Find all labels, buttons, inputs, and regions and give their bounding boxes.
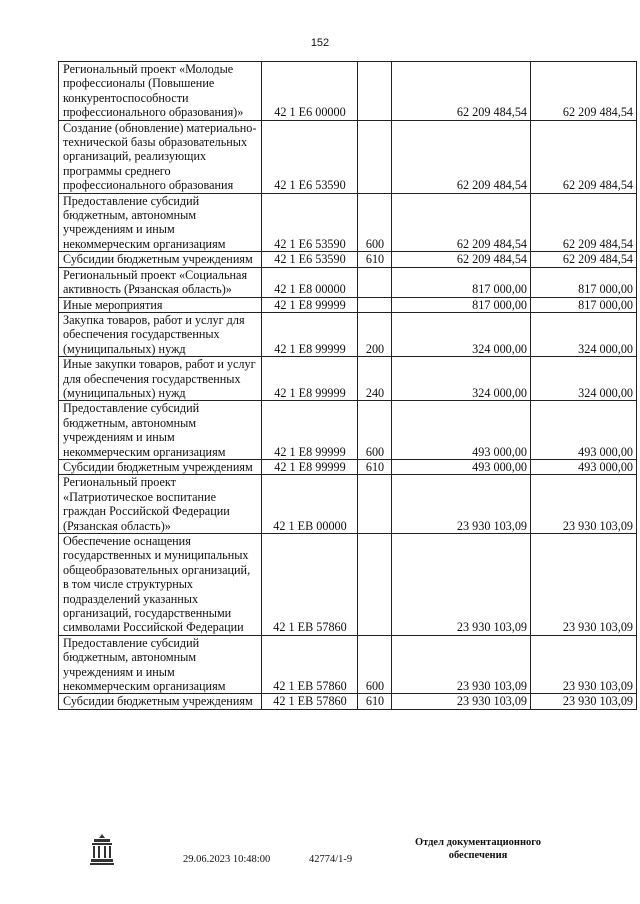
row-expense-type xyxy=(358,62,392,121)
row-sum-1: 817 000,00 xyxy=(392,297,531,312)
row-sum-2: 62 209 484,54 xyxy=(531,193,637,252)
table-row xyxy=(59,312,637,356)
row-code: 42 1 Е6 53590 xyxy=(262,252,358,267)
row-expense-type: 600 xyxy=(358,193,392,252)
row-sum-2: 324 000,00 xyxy=(531,357,637,401)
table-row xyxy=(59,475,637,534)
table-row xyxy=(59,193,637,252)
row-sum-1: 23 930 103,09 xyxy=(392,475,531,534)
row-code: 42 1 Е8 99999 xyxy=(262,459,358,474)
row-name: Региональный проект «Социальная активность (Рязанская область)» xyxy=(59,267,262,297)
row-expense-type xyxy=(358,120,392,193)
footer-department xyxy=(403,836,553,862)
row-name: Субсидии бюджетным учреждениям xyxy=(59,459,262,474)
row-sum-2: 23 930 103,09 xyxy=(531,694,637,709)
row-expense-type xyxy=(358,475,392,534)
row-expense-type xyxy=(358,267,392,297)
row-name: Предоставление субсидий бюджетным, автономным учреждениям и иным некоммерческим организациям xyxy=(59,193,262,252)
table-row xyxy=(59,62,637,121)
row-expense-type: 610 xyxy=(358,694,392,709)
row-name: Предоставление субсидий бюджетным, автономным учреждениям и иным некоммерческим организациям xyxy=(59,401,262,460)
row-name: Региональный проект «Патриотическое воспитание граждан Российской Федерации (Рязанская область)» xyxy=(59,475,262,534)
row-sum-1: 324 000,00 xyxy=(392,312,531,356)
row-name: Субсидии бюджетным учреждениям xyxy=(59,694,262,709)
table-row xyxy=(59,357,637,401)
table-row xyxy=(59,252,637,267)
row-code: 42 1 Е6 53590 xyxy=(262,120,358,193)
row-sum-2: 62 209 484,54 xyxy=(531,120,637,193)
row-sum-2: 817 000,00 xyxy=(531,297,637,312)
table-row xyxy=(59,401,637,460)
budget-table-body xyxy=(59,62,637,710)
row-sum-1: 62 209 484,54 xyxy=(392,193,531,252)
budget-table xyxy=(58,61,637,710)
row-sum-1: 62 209 484,54 xyxy=(392,120,531,193)
row-code: 42 1 Е8 99999 xyxy=(262,312,358,356)
row-expense-type: 600 xyxy=(358,635,392,694)
row-sum-2: 23 930 103,09 xyxy=(531,534,637,636)
row-expense-type: 600 xyxy=(358,401,392,460)
row-sum-2: 23 930 103,09 xyxy=(531,635,637,694)
row-name: Региональный проект «Молодые профессионалы (Повышение конкурентоспособности профессионального образования)» xyxy=(59,62,262,121)
row-expense-type: 610 xyxy=(358,459,392,474)
table-row xyxy=(59,635,637,694)
table-row xyxy=(59,459,637,474)
page-number: 152 xyxy=(310,37,330,49)
table-row xyxy=(59,297,637,312)
row-sum-2: 817 000,00 xyxy=(531,267,637,297)
row-code: 42 1 Е8 99999 xyxy=(262,297,358,312)
row-code: 42 1 Е6 00000 xyxy=(262,62,358,121)
row-name: Иные мероприятия xyxy=(59,297,262,312)
row-sum-1: 324 000,00 xyxy=(392,357,531,401)
row-code: 42 1 ЕВ 57860 xyxy=(262,635,358,694)
row-expense-type: 240 xyxy=(358,357,392,401)
footer-doc-id: 42774/1-9 xyxy=(309,854,353,865)
row-sum-2: 324 000,00 xyxy=(531,312,637,356)
footer-department-line1: Отдел документационного xyxy=(414,837,542,848)
table-row xyxy=(59,120,637,193)
footer-department-line2: обеспечения xyxy=(448,850,508,861)
row-expense-type: 200 xyxy=(358,312,392,356)
table-row xyxy=(59,267,637,297)
row-name: Иные закупки товаров, работ и услуг для обеспечения государственных (муниципальных) нужд xyxy=(59,357,262,401)
row-name: Обеспечение оснащения государственных и муниципальных общеобразовательных организаций, в том числе структурных подразделений указанных организаций, государственными символами Российской Федерации xyxy=(59,534,262,636)
row-code: 42 1 Е8 99999 xyxy=(262,357,358,401)
table-row xyxy=(59,534,637,636)
row-code: 42 1 ЕВ 00000 xyxy=(262,475,358,534)
row-sum-2: 23 930 103,09 xyxy=(531,475,637,534)
row-code: 42 1 ЕВ 57860 xyxy=(262,694,358,709)
row-expense-type xyxy=(358,534,392,636)
row-name: Создание (обновление) материально-технической базы образовательных организаций, реализующих программы среднего профессионального образования xyxy=(59,120,262,193)
table-row xyxy=(59,694,637,709)
row-sum-2: 62 209 484,54 xyxy=(531,62,637,121)
row-sum-1: 23 930 103,09 xyxy=(392,534,531,636)
row-sum-1: 62 209 484,54 xyxy=(392,252,531,267)
row-code: 42 1 Е8 99999 xyxy=(262,401,358,460)
row-sum-1: 23 930 103,09 xyxy=(392,635,531,694)
row-sum-1: 23 930 103,09 xyxy=(392,694,531,709)
emblem-stamp-icon xyxy=(88,832,116,866)
row-sum-2: 493 000,00 xyxy=(531,459,637,474)
row-expense-type xyxy=(358,297,392,312)
row-sum-2: 62 209 484,54 xyxy=(531,252,637,267)
row-code: 42 1 Е6 53590 xyxy=(262,193,358,252)
row-name: Предоставление субсидий бюджетным, автономным учреждениям и иным некоммерческим организациям xyxy=(59,635,262,694)
row-sum-1: 493 000,00 xyxy=(392,459,531,474)
row-code: 42 1 ЕВ 57860 xyxy=(262,534,358,636)
row-sum-2: 493 000,00 xyxy=(531,401,637,460)
row-code: 42 1 Е8 00000 xyxy=(262,267,358,297)
row-name: Субсидии бюджетным учреждениям xyxy=(59,252,262,267)
row-name: Закупка товаров, работ и услуг для обеспечения государственных (муниципальных) нужд xyxy=(59,312,262,356)
row-expense-type: 610 xyxy=(358,252,392,267)
row-sum-1: 493 000,00 xyxy=(392,401,531,460)
row-sum-1: 817 000,00 xyxy=(392,267,531,297)
row-sum-1: 62 209 484,54 xyxy=(392,62,531,121)
footer-datetime: 29.06.2023 10:48:00 xyxy=(183,854,271,865)
